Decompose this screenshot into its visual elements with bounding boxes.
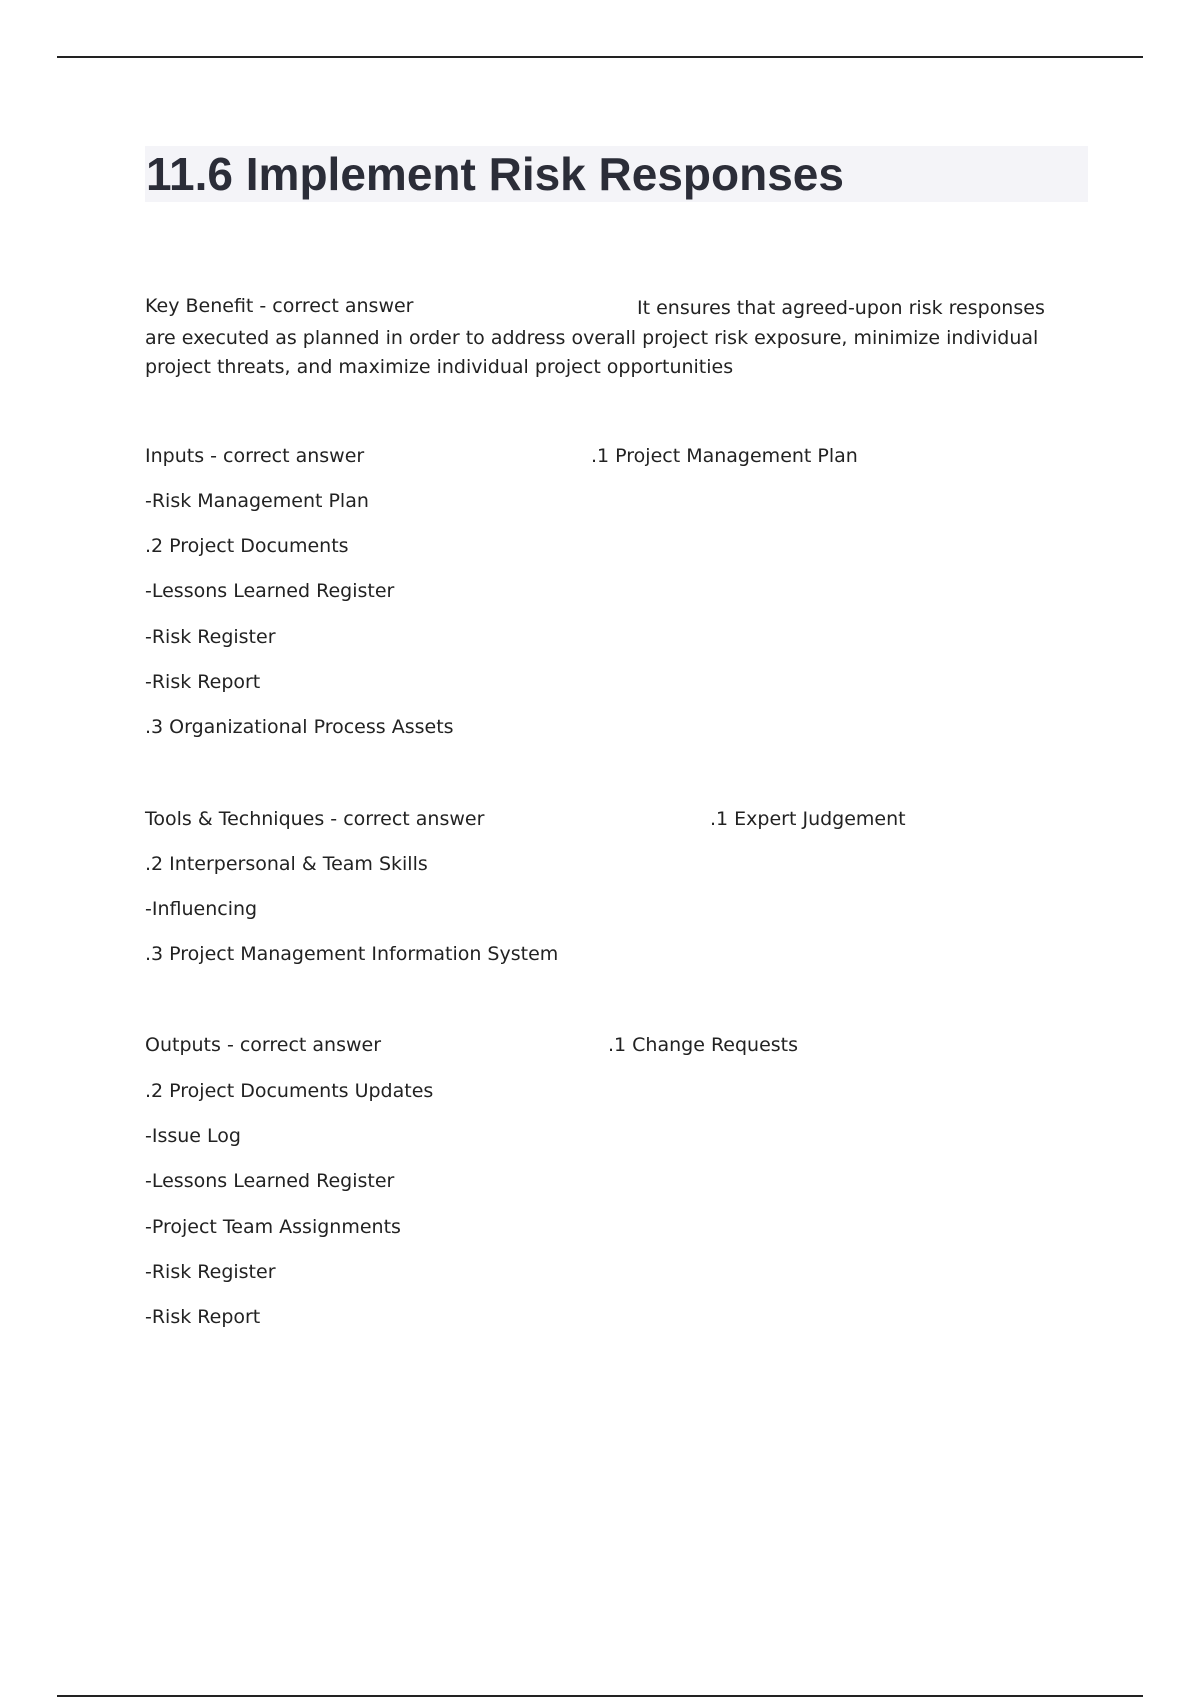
inputs-item: -Risk Management Plan	[145, 490, 369, 512]
key-benefit-answer: It ensures that agreed-upon risk responses are executed as planned in order to address overall project risk exposure, minimize individual project threats, and maximize individual project opportunities	[145, 297, 1045, 378]
top-rule	[57, 56, 1143, 58]
tools-item: .2 Interpersonal & Team Skills	[145, 853, 428, 875]
bottom-rule	[57, 1695, 1143, 1697]
tools-first-answer: .1 Expert Judgement	[710, 808, 906, 830]
outputs-item: -Risk Report	[145, 1306, 261, 1328]
outputs-item: -Project Team Assignments	[145, 1216, 401, 1238]
inputs-item: -Risk Register	[145, 626, 276, 648]
outputs-item: -Issue Log	[145, 1125, 241, 1147]
outputs-first-answer: .1 Change Requests	[608, 1034, 799, 1056]
inputs-item: .3 Organizational Process Assets	[145, 716, 454, 738]
outputs-label: Outputs - correct answer	[145, 1034, 382, 1056]
inputs-label: Inputs - correct answer	[145, 445, 365, 467]
page-title: 11.6 Implement Risk Responses	[146, 148, 844, 200]
inputs-item: .2 Project Documents	[145, 535, 349, 557]
outputs-item: -Risk Register	[145, 1261, 276, 1283]
tools-item: .3 Project Management Information System	[145, 943, 559, 965]
tools-item: -Influencing	[145, 898, 258, 920]
inputs-item: -Lessons Learned Register	[145, 580, 395, 602]
inputs-first-answer: .1 Project Management Plan	[591, 445, 858, 467]
inputs-item: -Risk Report	[145, 671, 261, 693]
outputs-item: -Lessons Learned Register	[145, 1170, 395, 1192]
tools-label: Tools & Techniques - correct answer	[145, 808, 485, 830]
outputs-item: .2 Project Documents Updates	[145, 1080, 434, 1102]
key-benefit-label: Key Benefit - correct answer	[145, 295, 414, 317]
